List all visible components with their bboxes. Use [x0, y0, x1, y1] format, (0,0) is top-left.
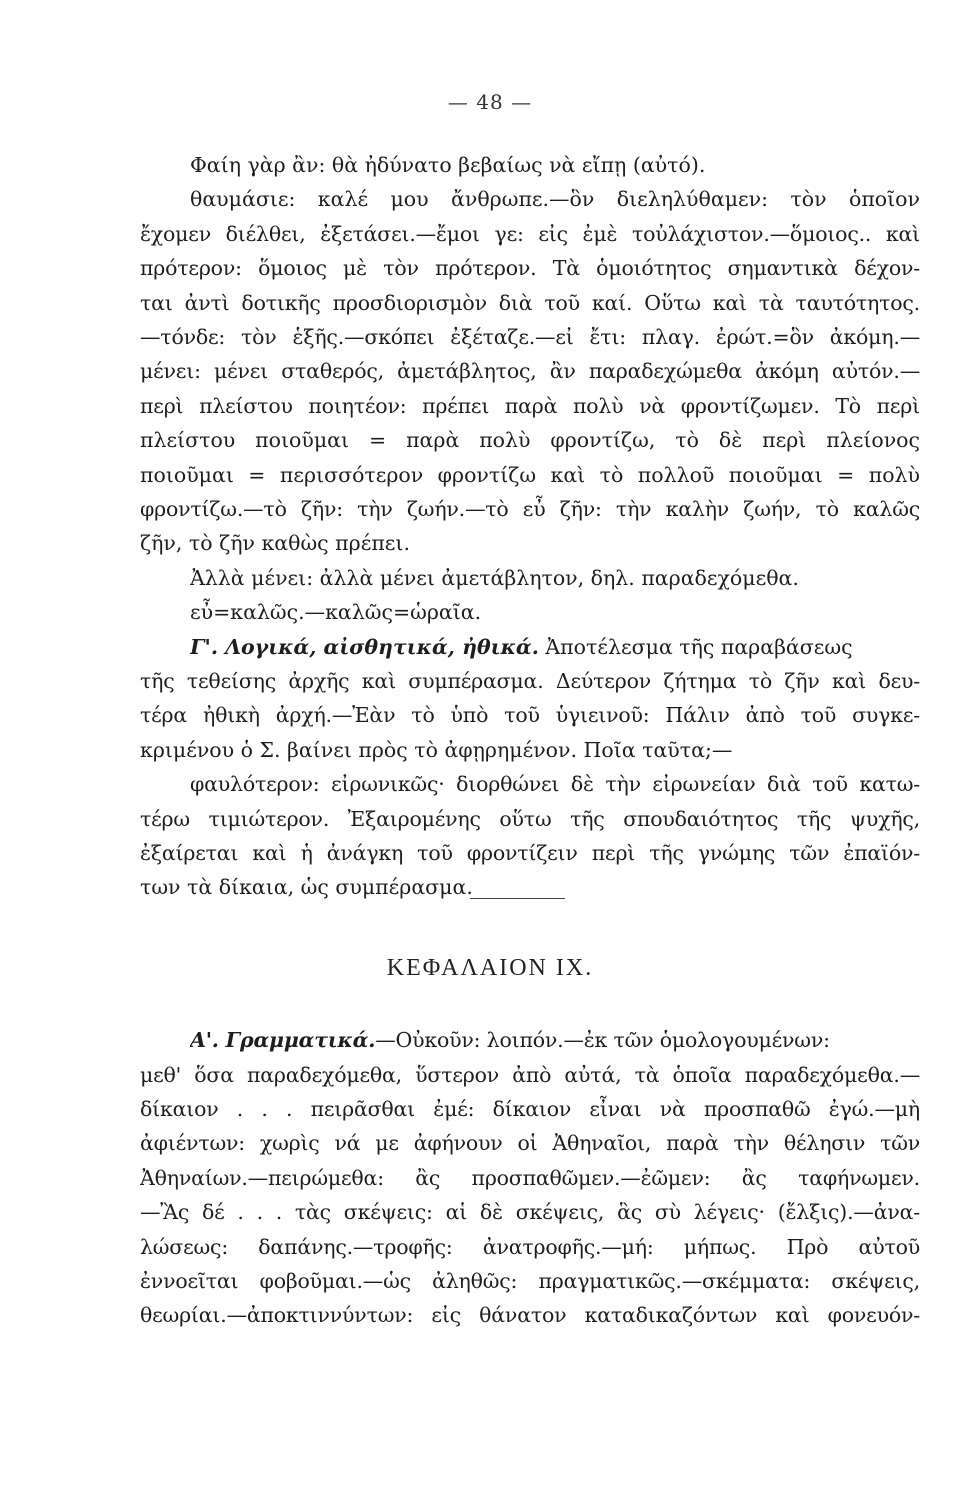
text-line: πλείστου ποιοῦμαι = παρὰ πολὺ φροντίζω, τὸ δὲ περὶ πλείονος	[140, 428, 920, 452]
text-line: εὖ=καλῶς.—καλῶς=ὡραῖα.	[190, 600, 482, 624]
text-line: θεωρίαι.—ἀποκτιννύντων: εἰς θάνατον καταδικαζόντων καὶ φονευόν-	[140, 1303, 920, 1327]
text-line: κριμένου ὁ Σ. βαίνει πρὸς τὸ ἀφῃρημένον. Ποῖα ταῦτα;—	[140, 738, 733, 762]
text-line: φαυλότερον: εἰρωνικῶς· διορθώνει δὲ τὴν εἰρωνείαν διὰ τοῦ κατω-	[190, 772, 920, 796]
text-line: —τόνδε: τὸν ἑξῆς.—σκόπει ἐξέταζε.—εἰ ἔτι: πλαγ. ἐρώτ.=ὃν ἀκόμη.—	[140, 325, 920, 349]
text-line: Φαίη γὰρ ἂν: θὰ ἠδύνατο βεβαίως νὰ εἴπῃ (αὐτό).	[190, 153, 706, 177]
text-line: ται ἀντὶ δοτικῆς προσδιορισμὸν διὰ τοῦ καί. Οὕτω καὶ τὰ ταυτότητος.	[140, 291, 920, 315]
section-heading-line	[190, 632, 920, 662]
text-line: ποιοῦμαι = περισσότερον φροντίζω καὶ τὸ πολλοῦ ποιοῦμαι = πολὺ	[140, 463, 920, 487]
text-line: πρότερον: ὅμοιος μὲ τὸν πρότερον. Τὰ ὁμοιότητος σημαντικὰ δέχον-	[140, 256, 920, 280]
text-line: Ἀθηναίων.—πειρώμεθα: ἂς προσπαθῶμεν.—ἐῶμεν: ἂς ταφήνωμεν.	[140, 1166, 920, 1190]
page-number: — 48 —	[447, 90, 533, 114]
text-line: θαυμάσιε: καλέ μου ἄνθρωπε.—ὃν διεληλύθαμεν: τὸν ὁποῖον	[190, 187, 920, 211]
text-line: ἐξαίρεται καὶ ἡ ἀνάγκη τοῦ φροντίζειν περὶ τῆς γνώμης τῶν ἐπαϊόν-	[140, 841, 920, 865]
text-line: ἔχομεν διέλθει, ἐξετάσει.—ἔμοι γε: εἰς ἐμὲ τοὐλάχιστον.—ὅμοιος.. καὶ	[140, 222, 920, 246]
text-line: περὶ πλείστου ποιητέον: πρέπει παρὰ πολὺ νὰ φροντίζωμεν. Τὸ περὶ	[140, 394, 920, 418]
text-run: Ἀποτέλεσμα τῆς παραβάσεως	[545, 635, 853, 659]
section-heading: Γ'. Λογικά, αἰσθητικά, ἠθικά.	[190, 635, 539, 659]
text-line: τῆς τεθείσης ἀρχῆς καὶ συμπέρασμα. Δεύτερον ζήτημα τὸ ζῆν καὶ δευ-	[140, 669, 920, 693]
text-line: δίκαιον . . . πειρᾶσθαι ἐμέ: δίκαιον εἶναι νὰ προσπαθῶ ἐγώ.—μὴ	[140, 1097, 920, 1121]
text-line: τέρω τιμιώτερον. Ἐξαιρομένης οὕτω τῆς σπουδαιότητος τῆς ψυχῆς,	[140, 807, 920, 831]
text-line: μεθ' ὅσα παραδεχόμεθα, ὕστερον ἀπὸ αὐτά, τὰ ὁποῖα παραδεχόμεθα.—	[140, 1063, 920, 1087]
text-line: ζῆν, τὸ ζῆν καθὼς πρέπει.	[140, 531, 410, 555]
text-line: Ἀλλὰ μένει: ἀλλὰ μένει ἀμετάβλητον, δηλ. παραδεχόμεθα.	[190, 566, 799, 590]
section-heading: Α'. Γραμματικά.	[190, 1028, 376, 1052]
text-line: φροντίζω.—τὸ ζῆν: τὴν ζωήν.—τὸ εὖ ζῆν: τὴν καλὴν ζωήν, τὸ καλῶς	[140, 497, 920, 521]
chapter-title: ΚΕΦΑΛΑΙΟΝ ΙΧ.	[386, 955, 594, 981]
text-line: λώσεως: δαπάνης.—τροφῆς: ἀνατροφῆς.—μή: μήπως. Πρὸ αὐτοῦ	[140, 1235, 920, 1259]
text-line: ἐννοεῖται φοβοῦμαι.—ὡς ἀληθῶς: πραγματικῶς.—σκέμματα: σκέψεις,	[140, 1269, 920, 1293]
text-line: —Ἂς δέ . . . τὰς σκέψεις: αἱ δὲ σκέψεις, ἃς σὺ λέγεις· (ἔλξις).—ἀνα-	[140, 1200, 920, 1224]
section-divider	[470, 898, 565, 899]
text-line: των τὰ δίκαια, ὡς συμπέρασμα.	[140, 875, 473, 899]
text-run: —Οὐκοῦν: λοιπόν.—ἐκ τῶν ὁμολογουμένων:	[375, 1028, 830, 1052]
text-line: τέρα ἠθικὴ ἀρχή.—Ἐὰν τὸ ὑπὸ τοῦ ὑγιεινοῦ: Πάλιν ἀπὸ τοῦ συγκε-	[140, 703, 920, 727]
text-line: ἀφιέντων: χωρὶς νά με ἀφήνουν οἱ Ἀθηναῖοι, παρὰ τὴν θέλησιν τῶν	[140, 1131, 920, 1155]
section-heading-line	[190, 1025, 920, 1055]
text-line: μένει: μένει σταθερός, ἀμετάβλητος, ἂν παραδεχώμεθα ἀκόμη αὐτόν.—	[140, 359, 920, 383]
